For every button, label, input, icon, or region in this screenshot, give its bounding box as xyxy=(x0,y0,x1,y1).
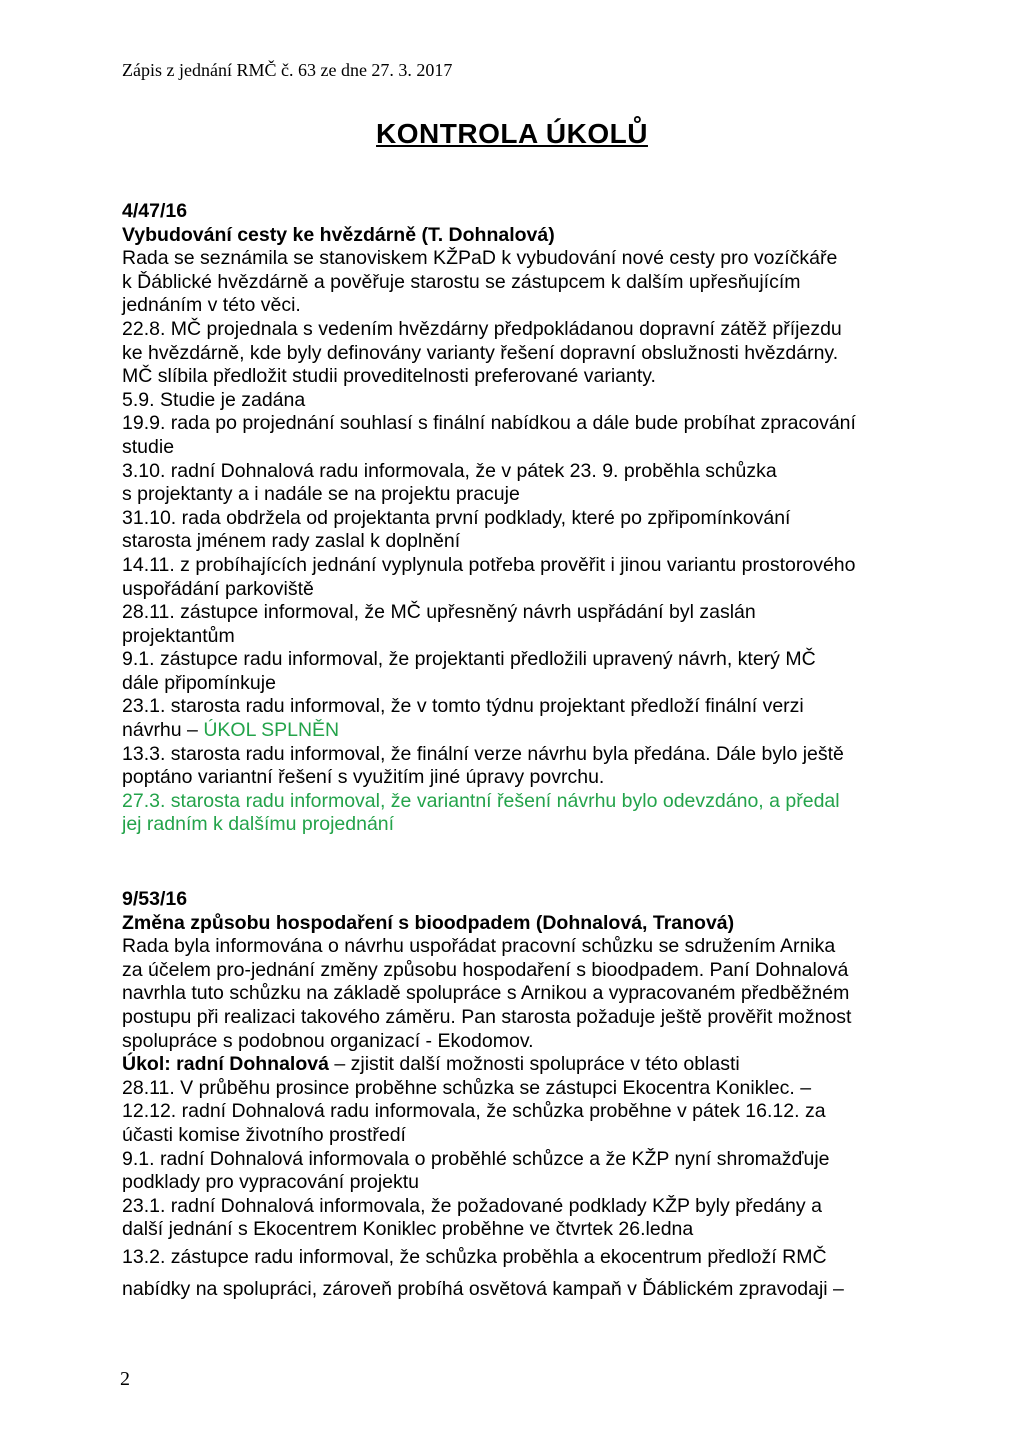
task-log xyxy=(122,247,912,837)
log-line: Rada byla informována o návrhu uspořádat pracovní schůzku se sdružením Arnika xyxy=(122,935,836,958)
log-line: 28.11. V průběhu prosince proběhne schůzka se zástupci Ekocentra Koniklec. – xyxy=(122,1076,812,1099)
log-line: Rada se seznámila se stanoviskem KŽPaD k vybudování nové cesty pro vozíčkáře xyxy=(122,247,838,270)
log-line: 31.10. rada obdržela od projektanta první podklady, které po zpřipomínkování xyxy=(122,506,791,529)
log-line: 9.1. radní Dohnalová informovala o proběhlé schůzce a že KŽP nyní shromažďuje xyxy=(122,1147,830,1170)
log-line: 14.11. z probíhajících jednání vyplynula potřeba prověřit i jinou variantu prostorového xyxy=(122,553,856,576)
log-line: uspořádání parkoviště xyxy=(122,577,314,600)
log-line: účasti komise životního prostředí xyxy=(122,1123,406,1146)
log-line: za účelem pro-jednání změny způsobu hospodaření s bioodpadem. Paní Dohnalová xyxy=(122,958,849,981)
log-line: poptáno variantní řešení s využitím jiné úpravy povrchu. xyxy=(122,766,605,789)
task-section-4-47-16 xyxy=(122,200,912,837)
log-line: dále připomínkuje xyxy=(122,671,276,694)
log-line: 19.9. rada po projednání souhlasí s finální nabídkou a dále bude probíhat zpracování xyxy=(122,412,856,435)
page-number: 2 xyxy=(120,1368,130,1390)
log-line xyxy=(122,719,912,743)
task-id: 9/53/16 xyxy=(122,888,188,910)
log-line: 28.11. zástupce informoval, že MČ upřesněný návrh uspřádání byl zaslán xyxy=(122,601,756,624)
log-line-latest: 27.3. starosta radu informoval, že variantní řešení návrhu bylo odevzdáno, a předal xyxy=(122,789,840,812)
task-assignee: Úkol: radní Dohnalová xyxy=(122,1053,329,1076)
log-line: 22.8. MČ projednala s vedením hvězdárny předpokládanou dopravní zátěž příjezdu xyxy=(122,317,842,340)
log-line: 13.2. zástupce radu informoval, že schůzka proběhla a ekocentrum předloží RMČ xyxy=(122,1245,827,1268)
log-line: 3.10. radní Dohnalová radu informovala, že v pátek 23. 9. proběhla schůzka xyxy=(122,459,777,482)
task-log xyxy=(122,935,912,1301)
log-line: navrhla tuto schůzku na základě spolupráce s Arnikou a vypracovaném předběžném xyxy=(122,982,850,1005)
task-description: – zjistit další možnosti spolupráce v této oblasti xyxy=(328,1053,740,1076)
log-line: postupu při realizaci takového záměru. Pan starosta požaduje ještě prověřit možnost xyxy=(122,1005,852,1028)
log-line: další jednání s Ekocentrem Koniklec proběhne ve čtvrtek 26.ledna xyxy=(122,1218,694,1241)
log-line: 5.9. Studie je zadána xyxy=(122,388,306,411)
log-line: spolupráce s podobnou organizací - Ekodomov. xyxy=(122,1029,534,1052)
log-line: 9.1. zástupce radu informoval, že projektanti předložili upravený návrh, který MČ xyxy=(122,648,816,671)
log-text: návrhu – xyxy=(122,719,204,742)
log-line: 23.1. starosta radu informoval, že v tomto týdnu projektant předloží finální verzi xyxy=(122,695,804,718)
task-heading: Vybudování cesty ke hvězdárně (T. Dohnalová) xyxy=(122,223,555,246)
task-heading: Změna způsobu hospodaření s bioodpadem (Dohnalová, Tranová) xyxy=(122,911,735,934)
task-section-9-53-16 xyxy=(122,888,912,1301)
log-line: s projektanty a i nadále se na projektu pracuje xyxy=(122,483,520,506)
log-line: projektantům xyxy=(122,624,235,647)
log-line: 23.1. radní Dohnalová informovala, že požadované podklady KŽP byly předány a xyxy=(122,1194,822,1217)
page-header: Zápis z jednání RMČ č. 63 ze dne 27. 3. 2017 xyxy=(122,60,453,80)
page-title: KONTROLA ÚKOLŮ xyxy=(376,118,648,149)
log-line: 12.12. radní Dohnalová radu informovala, že schůzka proběhne v pátek 16.12. za xyxy=(122,1100,826,1123)
log-line: jednáním v této věci. xyxy=(122,294,301,317)
log-line: k Ďáblické hvězdárně a pověřuje starostu se zástupcem k dalším upřesňujícím xyxy=(122,270,801,293)
log-line: nabídky na spolupráci, zároveň probíhá osvětová kampaň v Ďáblickém zpravodaji – xyxy=(122,1277,844,1300)
log-line: studie xyxy=(122,435,175,458)
task-assignment xyxy=(122,1053,912,1077)
log-line: starosta jménem rady zaslal k doplnění xyxy=(122,530,461,553)
log-line: MČ slíbila předložit studii proveditelnosti preferované varianty. xyxy=(122,365,656,388)
log-line: 13.3. starosta radu informoval, že finální verze návrhu byla předána. Dále bylo ještě xyxy=(122,742,844,765)
log-line: ke hvězdárně, kde byly definovány varianty řešení dopravní obslužnosti hvězdárny. xyxy=(122,341,839,364)
log-line-latest: jej radním k dalšímu projednání xyxy=(122,813,395,836)
log-line: podklady pro vypracování projektu xyxy=(122,1171,420,1194)
task-done-label: ÚKOL SPLNĚN xyxy=(203,719,340,742)
task-id: 4/47/16 xyxy=(122,200,188,222)
